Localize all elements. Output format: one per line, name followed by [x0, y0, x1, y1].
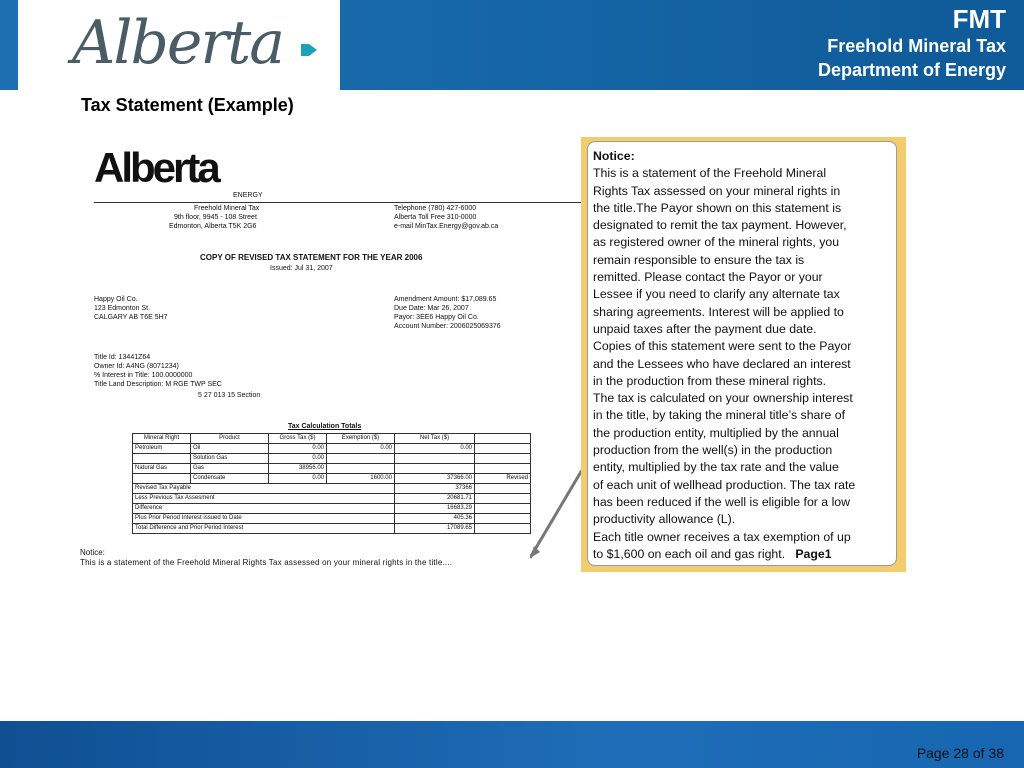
table-header-row	[133, 434, 531, 444]
dept-contact-line: Alberta Toll Free 310-0000	[394, 214, 477, 221]
table-cell	[475, 504, 531, 514]
amount-line: Due Date: Mar 26, 2007	[394, 305, 469, 312]
tax-table-title: Tax Calculation Totals	[288, 423, 362, 430]
table-cell	[475, 494, 531, 504]
title-info-line: Title Land Description: M RGE TWP SEC	[94, 381, 222, 388]
statement-issued: Issued: Jul 31, 2007	[270, 265, 333, 272]
logo-wordmark: Alberta	[72, 8, 283, 78]
summary-row	[133, 494, 531, 504]
summary-label: Difference	[133, 504, 395, 514]
notice-line: has been reduced if the well is eligible for a low	[593, 494, 851, 509]
table-cell	[475, 524, 531, 534]
table-cell	[133, 474, 191, 484]
title-info-line: % Interest in Title: 100.0000000	[94, 372, 193, 379]
table-cell: 37366.00	[395, 474, 475, 484]
table-cell	[395, 454, 475, 464]
summary-label: Total Difference and Prior Period Interest	[133, 524, 395, 534]
notice-line: The tax is calculated on your ownership interest	[593, 391, 853, 406]
notice-line: Lessee if you need to clarify any alternate tax	[593, 287, 840, 302]
dept-address-line: 9th floor, 9945 - 108 Street	[174, 214, 257, 221]
notice-line: in the production from these mineral rights.	[593, 373, 827, 388]
notice-line: Copies of this statement were sent to the Payor	[593, 339, 852, 354]
table-cell	[133, 454, 191, 464]
notice-title: Notice:	[593, 149, 635, 163]
summary-value: 16683.29	[395, 504, 475, 514]
table-cell: 38956.00	[269, 464, 327, 474]
statement-notice-text: This is a statement of the Freehold Mineral Rights Tax assessed on your mineral rights in the title....	[80, 558, 453, 567]
table-cell: 0.00	[269, 454, 327, 464]
table-cell	[327, 464, 395, 474]
table-row	[133, 474, 531, 484]
summary-value: 37366	[395, 484, 475, 494]
summary-value: 20681.71	[395, 494, 475, 504]
payee-line: CALGARY AB T6E 5H7	[94, 314, 168, 321]
table-cell: 0.00	[269, 444, 327, 454]
notice-line: the production entity, multiplied by the annual	[593, 425, 839, 440]
payee-line: Happy Oil Co.	[94, 296, 138, 303]
notice-line: production from the well(s) in the production	[593, 443, 833, 458]
statement-heading: COPY OF REVISED TAX STATEMENT FOR THE YEAR 2006	[200, 253, 423, 262]
table-cell	[395, 464, 475, 474]
table-cell: 0.00	[269, 474, 327, 484]
notice-line: Rights Tax assessed on your mineral rights in	[593, 183, 841, 198]
table-cell	[475, 484, 531, 494]
summary-row	[133, 524, 531, 534]
notice-line: remitted. Please contact the Payor or your	[593, 270, 823, 285]
table-row	[133, 444, 531, 454]
notice-line: remain responsible to ensure the tax is	[593, 252, 805, 267]
statement-dept: ENERGY	[233, 192, 263, 199]
alberta-logo	[18, 0, 340, 90]
department-name: Department of Energy	[817, 60, 1006, 80]
notice-line: productivity allowance (L).	[593, 512, 736, 527]
statement-notice-label: Notice:	[80, 548, 105, 557]
summary-row	[133, 504, 531, 514]
dept-contact-line: Telephone (780) 427-6000	[394, 205, 477, 212]
notice-page-label: Page1	[795, 546, 832, 561]
dept-address-line: Edmonton, Alberta T5K 2G6	[169, 223, 257, 230]
table-cell: 0.00	[327, 444, 395, 454]
table-cell: Condensate	[191, 474, 269, 484]
payee-line: 123 Edmonton St.	[94, 305, 151, 312]
notice-last-line	[593, 546, 891, 563]
notice-line: the title.The Payor shown on this statement is	[593, 200, 842, 215]
table-cell: Revised	[475, 474, 531, 484]
table-cell: Oil	[191, 444, 269, 454]
table-cell	[475, 454, 531, 464]
header-bar	[0, 0, 1024, 90]
table-row	[133, 454, 531, 464]
land-description-values: 5 27 013 15 Section	[198, 392, 261, 399]
table-cell: Petroleum	[133, 444, 191, 454]
tax-statement-image	[78, 137, 582, 577]
amount-line: Account Number: 2006025069376	[394, 323, 501, 330]
summary-row	[133, 514, 531, 524]
notice-line: Each title owner receives a tax exemption of up	[593, 529, 851, 544]
program-code: FMT	[952, 4, 1006, 34]
summary-row	[133, 484, 531, 494]
dept-contact-line: e-mail MinTax.Energy@gov.ab.ca	[394, 223, 499, 230]
notice-line: designated to remit the tax payment. However,	[593, 218, 847, 233]
logo-mark-icon	[301, 40, 317, 62]
notice-line: in the title, by taking the mineral title’s share of	[593, 408, 845, 423]
table-cell: 0.00	[395, 444, 475, 454]
table-cell: 1600.00	[327, 474, 395, 484]
page-counter: Page 28 of 38	[916, 745, 1004, 761]
notice-line: sharing agreements. Interest will be applied to	[593, 304, 844, 319]
table-cell	[327, 454, 395, 464]
notice-line: This is a statement of the Freehold Mineral	[593, 166, 827, 181]
column-header: Exemption ($)	[327, 434, 395, 444]
table-cell: Solution Gas	[191, 454, 269, 464]
notice-line: entity, multiplied by the tax rate and the value	[593, 460, 839, 475]
notice-line: and the Lessees who have declared an interest	[593, 356, 851, 371]
table-cell	[475, 514, 531, 524]
summary-value: 17089.65	[395, 524, 475, 534]
summary-label: Revised Tax Payable	[133, 484, 395, 494]
footer-bar	[0, 721, 1024, 768]
column-header	[475, 434, 531, 444]
summary-label: Less Previous Tax Assesment	[133, 494, 395, 504]
title-info-line: Owner Id: A4NG (8071234)	[94, 363, 179, 370]
notice-line: to $1,600 on each oil and gas right.	[593, 546, 786, 561]
amount-line: Amendment Amount: $17,089.65	[394, 296, 497, 303]
column-header: Product	[191, 434, 269, 444]
program-name: Freehold Mineral Tax	[827, 36, 1006, 56]
notice-line: as registered owner of the mineral rights, you	[593, 235, 840, 250]
column-header: Gross Tax ($)	[269, 434, 327, 444]
column-header: Net Tax ($)	[395, 434, 475, 444]
table-cell: Gas	[191, 464, 269, 474]
slide-title: Tax Statement (Example)	[81, 95, 294, 115]
summary-value: 405.36	[395, 514, 475, 524]
table-cell	[475, 444, 531, 454]
statement-divider	[94, 202, 582, 203]
tax-calculation-table	[132, 433, 531, 534]
table-cell: Natural Gas	[133, 464, 191, 474]
title-info-line: Title Id: 13441Z64	[94, 354, 151, 361]
notice-line: of each unit of wellhead production. The tax rate	[593, 477, 856, 492]
header-titles	[818, 4, 1006, 82]
notice-line: unpaid taxes after the payment due date.	[593, 321, 817, 336]
statement-logo: Alberta	[94, 144, 218, 191]
notice-box	[587, 141, 897, 566]
table-cell	[475, 464, 531, 474]
summary-label: Plus Prior Period Interest issued to Date	[133, 514, 395, 524]
table-row	[133, 464, 531, 474]
column-header: Mineral Right	[133, 434, 191, 444]
notice-callout	[581, 137, 906, 572]
dept-address-line: Freehold Mineral Tax	[194, 205, 260, 212]
amount-line: Payor: 3EE6 Happy Oil Co.	[394, 314, 479, 321]
